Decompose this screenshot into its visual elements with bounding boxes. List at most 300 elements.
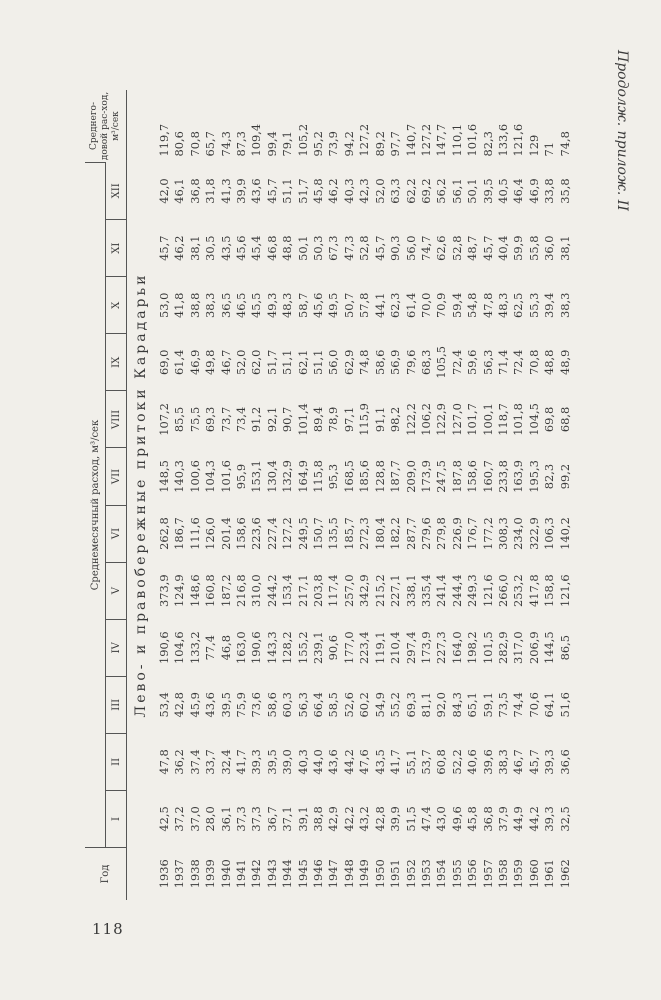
value-cell: 128,2 <box>280 631 295 665</box>
value-cell: 75,9 <box>234 692 249 718</box>
value-cell: 185,6 <box>357 460 372 493</box>
table-row <box>404 90 419 900</box>
value-cell: 45,7 <box>372 235 387 261</box>
value-cell: 122,2 <box>403 403 418 436</box>
value-cell: 317,0 <box>511 631 526 665</box>
value-cell: 185,7 <box>341 517 356 550</box>
year-cell: 1946 <box>311 859 326 889</box>
value-cell: 163,0 <box>234 631 249 665</box>
value-cell: 241,4 <box>434 574 449 607</box>
year-cell: 1951 <box>388 859 403 889</box>
table-row <box>326 90 341 900</box>
value-cell: 39,6 <box>480 749 495 775</box>
value-cell: 95,3 <box>326 463 341 490</box>
value-cell: 64,1 <box>542 692 557 718</box>
value-cell: 42,2 <box>341 806 356 832</box>
value-cell: 51,1 <box>280 349 295 376</box>
col-header-month: IX <box>106 334 127 391</box>
value-cell: 101,5 <box>480 631 495 665</box>
page-number: 118 <box>92 920 124 938</box>
value-cell: 101,8 <box>511 403 526 436</box>
value-cell: 43,5 <box>372 749 387 775</box>
value-cell: 132,9 <box>280 460 295 493</box>
value-cell: 143,3 <box>264 631 279 665</box>
value-cell: 57,8 <box>357 292 372 318</box>
value-cell: 158,6 <box>465 460 480 493</box>
year-cell: 1960 <box>526 859 541 889</box>
value-cell: 38,3 <box>203 292 218 318</box>
value-cell: 46,5 <box>234 292 249 318</box>
value-cell: 226,9 <box>449 517 464 550</box>
year-cell: 1962 <box>557 859 572 889</box>
col-header-month: VI <box>106 505 127 562</box>
value-cell: 51,6 <box>557 692 572 718</box>
value-cell: 59,6 <box>465 349 480 376</box>
value-cell: 106,3 <box>542 517 557 550</box>
value-cell: 104,3 <box>203 460 218 493</box>
annual-cell: 127,2 <box>357 123 372 157</box>
value-cell: 104,6 <box>172 631 187 665</box>
value-cell: 68,8 <box>557 406 572 433</box>
value-cell: 73,4 <box>234 406 249 433</box>
value-cell: 74,4 <box>511 692 526 718</box>
value-cell: 209,0 <box>403 460 418 493</box>
value-cell: 68,3 <box>418 349 433 376</box>
value-cell: 153,4 <box>280 574 295 607</box>
value-cell: 65,1 <box>465 692 480 718</box>
year-cell: 1938 <box>187 859 202 889</box>
value-cell: 322,9 <box>526 517 541 550</box>
col-header-month: II <box>106 733 127 790</box>
value-cell: 46,9 <box>526 178 541 204</box>
table-row <box>419 90 434 900</box>
col-header-month: VII <box>106 448 127 505</box>
value-cell: 55,1 <box>403 749 418 775</box>
value-cell: 69,8 <box>542 406 557 433</box>
year-cell: 1940 <box>218 859 233 889</box>
value-cell: 47,6 <box>357 749 372 775</box>
value-cell: 36,1 <box>218 806 233 832</box>
table-row <box>373 90 388 900</box>
value-cell: 62,6 <box>434 235 449 261</box>
value-cell: 92,0 <box>434 692 449 718</box>
value-cell: 127,0 <box>449 403 464 436</box>
value-cell: 60,8 <box>434 749 449 775</box>
value-cell: 99,2 <box>557 463 572 490</box>
value-cell: 46,2 <box>326 178 341 204</box>
value-cell: 279,8 <box>434 517 449 550</box>
value-cell: 50,1 <box>465 178 480 204</box>
value-cell: 90,3 <box>388 235 403 261</box>
annual-cell: 87,3 <box>234 131 249 157</box>
value-cell: 118,7 <box>495 403 510 436</box>
value-cell: 39,3 <box>542 749 557 775</box>
value-cell: 58,5 <box>326 692 341 718</box>
table-row <box>188 90 203 900</box>
value-cell: 66,4 <box>311 692 326 718</box>
year-cell: 1945 <box>295 859 310 889</box>
value-cell: 44,2 <box>341 749 356 775</box>
value-cell: 128,8 <box>372 460 387 493</box>
value-cell: 105,5 <box>434 346 449 379</box>
value-cell: 46,7 <box>218 349 233 376</box>
value-cell: 33,8 <box>542 178 557 204</box>
value-cell: 50,1 <box>295 235 310 261</box>
value-cell: 148,5 <box>157 460 171 493</box>
value-cell: 163,9 <box>511 460 526 493</box>
value-cell: 50,7 <box>341 292 356 318</box>
value-cell: 82,3 <box>542 463 557 490</box>
value-cell: 31,8 <box>203 178 218 204</box>
value-cell: 45,7 <box>480 235 495 261</box>
value-cell: 308,3 <box>495 517 510 550</box>
value-cell: 33,7 <box>203 749 218 775</box>
value-cell: 234,0 <box>511 517 526 550</box>
value-cell: 51,1 <box>311 349 326 376</box>
value-cell: 266,0 <box>495 574 510 607</box>
value-cell: 51,7 <box>264 349 279 376</box>
annual-cell: 97,7 <box>388 131 403 157</box>
table-row <box>481 90 496 900</box>
value-cell: 78,9 <box>326 406 341 433</box>
value-cell: 52,6 <box>341 692 356 718</box>
value-cell: 187,2 <box>218 574 233 607</box>
value-cell: 39,0 <box>280 749 295 775</box>
table-row <box>280 90 295 900</box>
value-cell: 37,3 <box>249 806 264 832</box>
year-cell: 1957 <box>480 859 495 889</box>
annual-cell: 121,6 <box>511 123 526 157</box>
value-cell: 59,1 <box>480 692 495 718</box>
value-cell: 56,0 <box>403 235 418 261</box>
value-cell: 38,8 <box>311 806 326 832</box>
month-header-row <box>106 90 127 900</box>
table-row <box>172 90 187 900</box>
annual-cell: 140,7 <box>403 123 418 157</box>
value-cell: 53,0 <box>157 292 171 318</box>
discharge-table <box>85 90 573 900</box>
value-cell: 160,7 <box>480 460 495 493</box>
value-cell: 46,2 <box>172 235 187 261</box>
value-cell: 106,2 <box>418 403 433 436</box>
value-cell: 121,6 <box>480 574 495 607</box>
value-cell: 41,3 <box>218 178 233 204</box>
value-cell: 69,0 <box>157 349 171 376</box>
value-cell: 55,3 <box>526 292 541 318</box>
value-cell: 52,0 <box>234 349 249 376</box>
value-cell: 53,4 <box>157 692 171 718</box>
value-cell: 62,9 <box>341 349 356 376</box>
value-cell: 81,1 <box>418 692 433 718</box>
value-cell: 56,0 <box>326 349 341 376</box>
value-cell: 42,5 <box>157 806 171 832</box>
year-cell: 1954 <box>434 859 449 889</box>
value-cell: 40,3 <box>341 178 356 204</box>
value-cell: 279,6 <box>418 517 433 550</box>
value-cell: 201,4 <box>218 517 233 550</box>
annual-cell: 95,2 <box>311 131 326 157</box>
value-cell: 52,8 <box>357 235 372 261</box>
value-cell: 51,5 <box>403 806 418 832</box>
value-cell: 37,1 <box>280 806 295 832</box>
table-row <box>311 90 326 900</box>
value-cell: 43,0 <box>434 806 449 832</box>
value-cell: 44,2 <box>526 806 541 832</box>
value-cell: 115,8 <box>311 460 326 493</box>
value-cell: 49,5 <box>326 292 341 318</box>
col-header-month: III <box>106 676 127 733</box>
value-cell: 48,8 <box>542 349 557 376</box>
value-cell: 42,8 <box>372 806 387 832</box>
year-cell: 1944 <box>280 859 295 889</box>
value-cell: 90,6 <box>326 635 341 661</box>
value-cell: 52,2 <box>449 749 464 775</box>
table-row <box>511 90 526 900</box>
table-row <box>157 90 172 900</box>
value-cell: 140,3 <box>172 460 187 493</box>
value-cell: 190,6 <box>157 631 171 665</box>
value-cell: 49,3 <box>264 292 279 318</box>
value-cell: 47,8 <box>480 292 495 318</box>
value-cell: 62,2 <box>403 178 418 204</box>
value-cell: 227,3 <box>434 631 449 665</box>
value-cell: 180,4 <box>372 517 387 550</box>
year-cell: 1952 <box>403 859 418 889</box>
value-cell: 51,1 <box>280 178 295 204</box>
annual-cell: 74,8 <box>557 131 572 157</box>
annual-cell: 105,2 <box>295 123 310 157</box>
value-cell: 45,7 <box>157 235 171 261</box>
value-cell: 70,8 <box>526 349 541 376</box>
value-cell: 44,1 <box>372 292 387 318</box>
value-cell: 47,3 <box>341 235 356 261</box>
value-cell: 38,3 <box>495 749 510 775</box>
value-cell: 37,2 <box>172 806 187 832</box>
value-cell: 79,6 <box>403 349 418 376</box>
table-row <box>357 90 372 900</box>
value-cell: 124,9 <box>172 574 187 607</box>
value-cell: 90,7 <box>280 406 295 433</box>
value-cell: 45,7 <box>526 749 541 775</box>
value-cell: 40,4 <box>495 235 510 261</box>
value-cell: 44,9 <box>511 806 526 832</box>
value-cell: 52,0 <box>372 178 387 204</box>
value-cell: 61,4 <box>403 292 418 318</box>
value-cell: 62,3 <box>388 292 403 318</box>
value-cell: 122,9 <box>434 403 449 436</box>
value-cell: 28,0 <box>203 806 218 832</box>
value-cell: 130,4 <box>264 460 279 493</box>
value-cell: 97,1 <box>341 406 356 433</box>
rotated-table-container <box>85 90 605 900</box>
value-cell: 249,5 <box>295 517 310 550</box>
value-cell: 41,7 <box>388 749 403 775</box>
value-cell: 42,0 <box>157 178 171 204</box>
value-cell: 45,7 <box>264 178 279 204</box>
annual-cell: 127,2 <box>418 123 433 157</box>
value-cell: 39,5 <box>218 692 233 718</box>
value-cell: 36,8 <box>480 806 495 832</box>
value-cell: 373,9 <box>157 574 171 607</box>
value-cell: 45,8 <box>465 806 480 832</box>
value-cell: 73,7 <box>218 406 233 433</box>
year-cell: 1947 <box>326 859 341 889</box>
annual-cell: 65,7 <box>203 131 218 157</box>
value-cell: 39,4 <box>542 292 557 318</box>
value-cell: 36,2 <box>172 749 187 775</box>
annual-cell: 94,2 <box>341 131 356 157</box>
value-cell: 45,4 <box>249 235 264 261</box>
value-cell: 45,5 <box>249 292 264 318</box>
value-cell: 44,0 <box>311 749 326 775</box>
annual-cell: 119,7 <box>157 123 171 157</box>
value-cell: 46,8 <box>218 635 233 661</box>
value-cell: 43,2 <box>357 806 372 832</box>
value-cell: 72,4 <box>511 349 526 376</box>
value-cell: 153,1 <box>249 460 264 493</box>
year-cell: 1942 <box>249 859 264 889</box>
value-cell: 216,8 <box>234 574 249 607</box>
value-cell: 173,9 <box>418 460 433 493</box>
year-cell: 1953 <box>418 859 433 889</box>
value-cell: 69,3 <box>203 406 218 433</box>
value-cell: 43,6 <box>203 692 218 718</box>
year-cell: 1941 <box>234 859 249 889</box>
value-cell: 43,6 <box>249 178 264 204</box>
table-row <box>342 90 357 900</box>
value-cell: 46,7 <box>511 749 526 775</box>
value-cell: 101,4 <box>295 403 310 436</box>
table-row <box>434 90 449 900</box>
value-cell: 160,8 <box>203 574 218 607</box>
value-cell: 47,4 <box>418 806 433 832</box>
value-cell: 61,4 <box>172 349 187 376</box>
value-cell: 227,1 <box>388 574 403 607</box>
value-cell: 42,8 <box>172 692 187 718</box>
value-cell: 117,4 <box>326 574 341 607</box>
value-cell: 38,3 <box>557 292 572 318</box>
table-row <box>450 90 465 900</box>
value-cell: 70,6 <box>526 692 541 718</box>
value-cell: 45,9 <box>187 692 202 718</box>
year-cell: 1943 <box>264 859 279 889</box>
year-cell: 1955 <box>449 859 464 889</box>
value-cell: 155,2 <box>295 631 310 665</box>
value-cell: 48,8 <box>280 235 295 261</box>
value-cell: 135,5 <box>326 517 341 550</box>
value-cell: 49,8 <box>203 349 218 376</box>
value-cell: 53,7 <box>418 749 433 775</box>
value-cell: 100,1 <box>480 403 495 436</box>
col-group-monthly-discharge: Среднемесячный расход, м³/сек <box>85 163 106 848</box>
table-row <box>558 90 573 900</box>
value-cell: 39,9 <box>388 806 403 832</box>
year-cell: 1948 <box>341 859 356 889</box>
value-cell: 190,6 <box>249 631 264 665</box>
value-cell: 100,6 <box>187 460 202 493</box>
value-cell: 195,3 <box>526 460 541 493</box>
value-cell: 48,3 <box>495 292 510 318</box>
col-header-month: X <box>106 277 127 334</box>
value-cell: 50,3 <box>311 235 326 261</box>
annual-cell: 129 <box>526 134 541 157</box>
value-cell: 86,5 <box>557 635 572 661</box>
value-cell: 40,6 <box>465 749 480 775</box>
value-cell: 51,7 <box>295 178 310 204</box>
value-cell: 45,6 <box>234 235 249 261</box>
value-cell: 46,4 <box>511 178 526 204</box>
value-cell: 74,7 <box>418 235 433 261</box>
value-cell: 37,0 <box>187 806 202 832</box>
value-cell: 71,4 <box>495 349 510 376</box>
value-cell: 42,9 <box>326 806 341 832</box>
value-cell: 67,3 <box>326 235 341 261</box>
value-cell: 39,5 <box>264 749 279 775</box>
value-cell: 37,3 <box>234 806 249 832</box>
value-cell: 111,6 <box>187 517 202 550</box>
value-cell: 92,1 <box>264 406 279 433</box>
value-cell: 168,5 <box>341 460 356 493</box>
value-cell: 158,6 <box>234 517 249 550</box>
year-cell: 1959 <box>511 859 526 889</box>
value-cell: 272,3 <box>357 517 372 550</box>
table-row <box>388 90 403 900</box>
value-cell: 244,4 <box>449 574 464 607</box>
value-cell: 37,9 <box>495 806 510 832</box>
value-cell: 48,9 <box>557 349 572 376</box>
value-cell: 30,5 <box>203 235 218 261</box>
value-cell: 342,9 <box>357 574 372 607</box>
value-cell: 173,9 <box>418 631 433 665</box>
value-cell: 62,0 <box>249 349 264 376</box>
table-row <box>296 90 311 900</box>
annual-cell: 133,6 <box>495 123 510 157</box>
value-cell: 47,8 <box>157 749 171 775</box>
value-cell: 38,1 <box>187 235 202 261</box>
value-cell: 72,4 <box>449 349 464 376</box>
value-cell: 164,0 <box>449 631 464 665</box>
value-cell: 42,3 <box>357 178 372 204</box>
value-cell: 287,7 <box>403 517 418 550</box>
value-cell: 98,2 <box>388 406 403 433</box>
value-cell: 55,2 <box>388 692 403 718</box>
value-cell: 239,1 <box>311 631 326 665</box>
value-cell: 85,5 <box>172 406 187 433</box>
table-row <box>249 90 264 900</box>
year-cell: 1939 <box>203 859 218 889</box>
value-cell: 187,8 <box>449 460 464 493</box>
annual-cell: 147,7 <box>434 123 449 157</box>
annual-cell: 110,1 <box>449 123 464 157</box>
value-cell: 126,0 <box>203 517 218 550</box>
value-cell: 74,8 <box>357 349 372 376</box>
col-header-month: XII <box>106 163 127 220</box>
value-cell: 70,0 <box>418 292 433 318</box>
annual-cell: 73,9 <box>326 131 341 157</box>
annual-cell: 80,6 <box>172 131 187 157</box>
value-cell: 40,5 <box>495 178 510 204</box>
value-cell: 223,6 <box>249 517 264 550</box>
value-cell: 182,2 <box>388 517 403 550</box>
table-row <box>234 90 249 900</box>
value-cell: 56,1 <box>449 178 464 204</box>
value-cell: 40,3 <box>295 749 310 775</box>
value-cell: 262,8 <box>157 517 171 550</box>
value-cell: 56,3 <box>295 692 310 718</box>
value-cell: 46,8 <box>264 235 279 261</box>
value-cell: 335,4 <box>418 574 433 607</box>
running-header: Продолж. прилож. II <box>614 50 630 211</box>
